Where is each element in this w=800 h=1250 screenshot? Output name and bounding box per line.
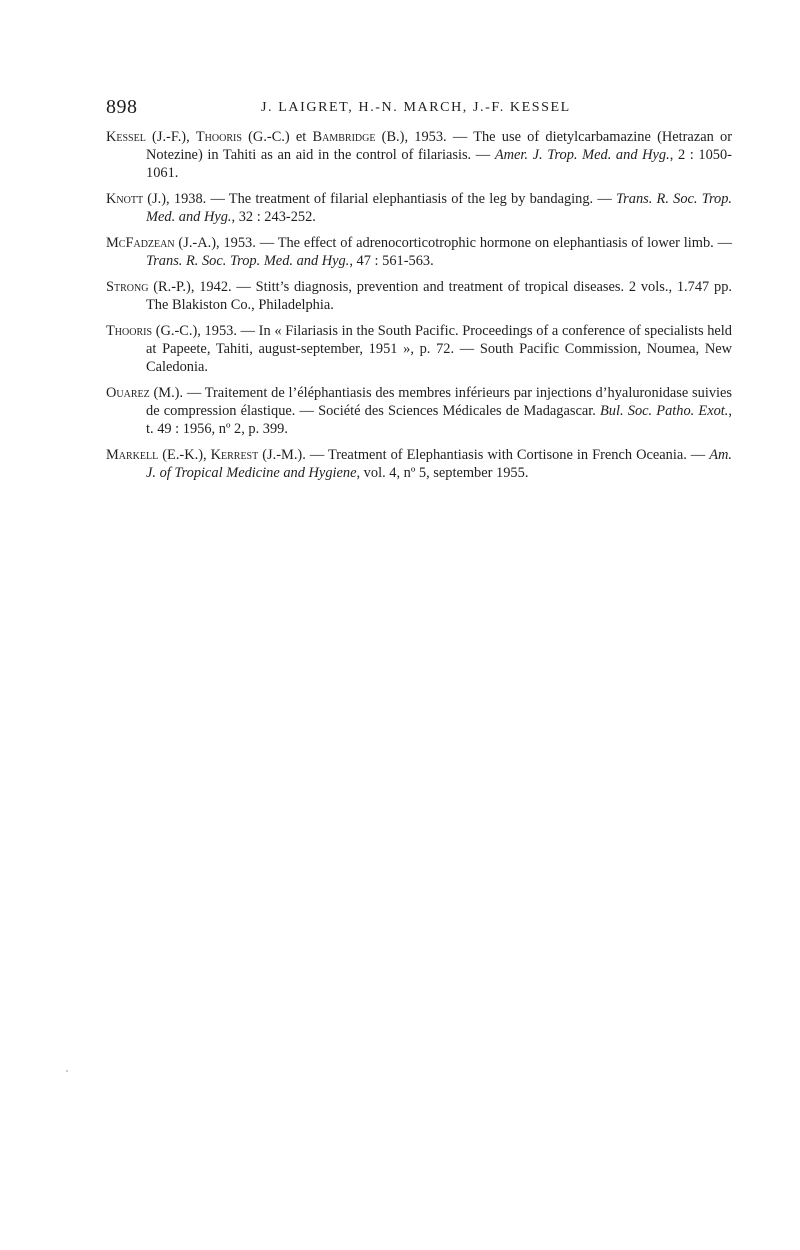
author-name: McFadzean — [106, 235, 175, 251]
reference-citation-details: , t. 49 : 1956, nº 2, p. 399. — [146, 403, 732, 437]
running-title: J. LAIGRET, H.-N. MARCH, J.-F. KESSEL — [261, 100, 571, 115]
author-initials: (M.). — [149, 385, 187, 401]
reference-entry — [106, 128, 732, 182]
author-initials: (G.-C.) et — [241, 129, 313, 145]
reference-text: 1953. — The use of dietylcarbamazine (Hetrazan or Notezine) in Tahiti as an aid in the control of filariasis. — — [146, 129, 732, 163]
author-name: Thooris — [195, 129, 242, 145]
reference-entry — [106, 190, 732, 226]
author-initials: (J.-M.). — [258, 447, 310, 463]
journal-title: Am. J. of Tropical Medicine and Hygiene — [146, 447, 732, 481]
reference-text: 1953. — The effect of adrenocorticotrophic hormone on elephantiasis of lower limb. — — [223, 235, 732, 251]
scan-speck — [66, 1070, 68, 1072]
author-initials: (E.-K.), — [158, 447, 211, 463]
author-name: Strong — [106, 279, 149, 295]
author-name: Markell — [106, 447, 159, 463]
journal-title: Bul. Soc. Patho. Exot. — [600, 403, 729, 419]
author-name: Knott — [106, 191, 144, 207]
reference-entry — [106, 384, 732, 438]
reference-text: 1938. — The treatment of filarial elephantiasis of the leg by bandaging. — — [173, 191, 616, 207]
reference-citation-details: , vol. 4, nº 5, september 1955. — [356, 465, 529, 481]
reference-text: 1953. — In « Filariasis in the South Pacific. Proceedings of a conference of specialists held at Papeete, Tahiti, august-september, 1951 », p. 72. — South Pacific Commission, Noumea, New Caledonia. — [146, 323, 733, 375]
author-name: Thooris — [106, 323, 153, 339]
journal-title: Trans. R. Soc. Trop. Med. and Hyg. — [146, 253, 350, 269]
reference-citation-details: , 47 : 561-563. — [349, 253, 434, 269]
reference-citation-details: , 2 : 1050-1061. — [146, 147, 732, 181]
reference-list — [106, 128, 732, 490]
journal-title: Trans. R. Soc. Trop. Med. and Hyg. — [146, 191, 733, 225]
reference-entry — [106, 278, 732, 314]
author-initials: (B.), — [375, 129, 415, 145]
reference-entry — [106, 322, 732, 376]
author-name: Kessel — [106, 129, 146, 145]
page-number: 898 — [106, 96, 138, 118]
author-initials: (J.), — [143, 191, 174, 207]
reference-entry — [106, 234, 732, 270]
author-name: Ouarez — [106, 385, 150, 401]
reference-entry — [106, 446, 732, 482]
reference-citation-details: , 32 : 243-252. — [231, 209, 316, 225]
reference-text: 1942. — Stitt’s diagnosis, prevention and treatment of tropical diseases. 2 vols., 1.747 pp. The Blakiston Co., Philadelphia. — [146, 279, 732, 313]
author-initials: (J.-A.), — [174, 235, 224, 251]
author-name: Kerrest — [210, 447, 259, 463]
page-header — [106, 96, 732, 120]
journal-title: Amer. J. Trop. Med. and Hyg. — [494, 147, 670, 163]
author-initials: (R.-P.), — [148, 279, 200, 295]
author-name: Bambridge — [312, 129, 376, 145]
author-initials: (G.-C.), — [152, 323, 205, 339]
reference-text: — Treatment of Elephantiasis with Cortisone in French Oceania. — — [309, 447, 710, 463]
author-initials: (J.-F.), — [145, 129, 196, 145]
reference-text: — Traitement de l’éléphantiasis des membres inférieurs par injections d’hyaluronidase suivies de compression élastique. — Société des Sciences Médicales de Madagascar. — [146, 385, 732, 419]
